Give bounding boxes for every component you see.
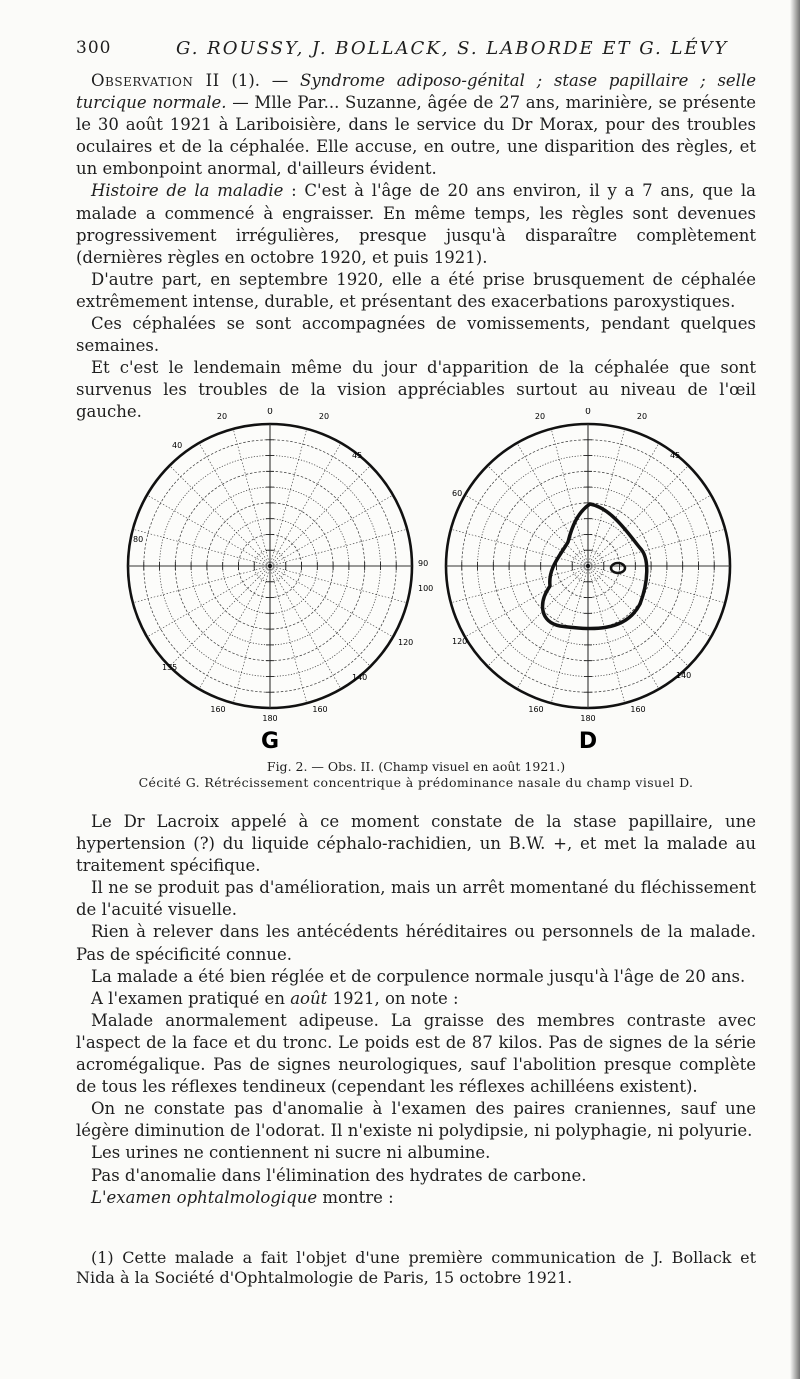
mark-left-80: 80 (133, 535, 144, 544)
observation-paragraph (76, 70, 756, 180)
mark-right-20a: 20 (534, 412, 546, 421)
footnote-ref: (1). (231, 71, 261, 90)
page-number: 300 (76, 38, 112, 58)
mark-right-120: 120 (452, 637, 468, 646)
left-eye-label: G (260, 729, 280, 753)
mark-right-140: 140 (676, 671, 692, 680)
fixation-point (586, 564, 590, 568)
mark-left-135: 135 (162, 663, 178, 672)
figure-caption (76, 759, 756, 791)
body-paragraph: Les urines ne contiennent ni sucre ni albumine. (91, 1143, 491, 1163)
mark-right-180: 180 (580, 714, 596, 723)
body-paragraph: Pas d'anomalie dans l'élimination des hydrates de carbone. (91, 1165, 587, 1185)
mark-left-160a: 160 (210, 705, 226, 714)
body-paragraph: Et c'est le lendemain même du jour d'apparition de la céphalée que sont survenus les troubles de la vision appréciables surtout au niveau de l'œil gauche. (76, 358, 756, 422)
footnote-text: (1) Cette malade a fait l'objet d'une première communication de J. Bollack et Nida à la Société d'Ophtalmologie de Paris, 15 octobre 1921. (76, 1248, 756, 1287)
exam-month: août (290, 988, 328, 1008)
body-paragraph: On ne constate pas d'anomalie à l'examen des paires craniennes, sauf une légère diminution de l'odorat. Il n'existe ni polydipsie, ni polyphagie, ni polyurie. (76, 1099, 756, 1141)
body-text-top (76, 70, 756, 424)
exam-prefix: A l'examen pratiqué en (91, 988, 291, 1008)
mark-left-160b: 160 (312, 705, 328, 714)
mark-top-left-20b: 20 (318, 412, 330, 421)
mark-left-45: 45 (352, 451, 363, 460)
mark-right-160b: 160 (630, 705, 646, 714)
mark-right-0: 0 (585, 408, 591, 417)
ophtalmo-paragraph (76, 1187, 756, 1209)
body-paragraph: La malade a été bien réglée et de corpulence normale jusqu'à l'âge de 20 ans. (91, 966, 746, 986)
page-edge-shadow (790, 0, 800, 1379)
ophtalmo-text: montre : (317, 1187, 394, 1207)
mark-left-180: 180 (262, 714, 278, 723)
exam-suffix: 1921, on note : (327, 988, 459, 1008)
mark-left-140: 140 (352, 673, 368, 682)
body-text-bottom (76, 811, 756, 1209)
visual-field-chart-right (446, 424, 730, 708)
fixation-point (268, 564, 272, 568)
observation-text: — Mlle Par... Suzanne, âgée de 27 ans, marinière, se présente le 30 août 1921 à Lariboisière, dans le service du Dr Morax, pour des troubles oculaires et de la céphalée. Elle accuse, en outre, une disparition des règles, et un embonpoint anormal, d'ailleurs évident. (76, 93, 756, 179)
visual-field-figure (120, 408, 740, 753)
observation-label: Observation II (91, 71, 220, 90)
observation-dash: — (260, 71, 301, 90)
histoire-text: : C'est à l'âge de 20 ans environ, il y a 7 ans, que la malade a commencé à engraisser. En même temps, les règles sont devenues progressivement irrégulières, presque jusqu'à disparaître complètement (dernières règles en octobre 1920, et puis 1921). (76, 181, 756, 267)
caption-line-1: Fig. 2. — Obs. II. (Champ visuel en août 1921.) (266, 759, 566, 774)
body-paragraph: Ces céphalées se sont accompagnées de vomissements, pendant quelques semaines. (76, 314, 756, 356)
mark-left-100: 100 (418, 584, 434, 593)
mark-left-90: 90 (418, 559, 429, 568)
body-paragraph: Malade anormalement adipeuse. La graisse des membres contraste avec l'aspect de la face et du tronc. Le poids est de 87 kilos. Pas de signes de la série acromégalique. Pas de signes neurologiques, sauf l'abolition presque complète de tous les réflexes tendineux (cependant les réflexes achilléens existent). (76, 1010, 756, 1097)
body-paragraph: Le Dr Lacroix appelé à ce moment constate de la stase papillaire, une hypertension (?) du liquide céphalo-rachidien, un B.W. +, et met la malade au traitement spécifique. (76, 812, 756, 876)
exam-paragraph (76, 988, 756, 1010)
right-eye-label: D (578, 729, 598, 753)
mark-top-left-20a: 20 (216, 412, 228, 421)
observation-title: Syndrome adiposo-génital ; stase papillaire ; selle turcique normale. (76, 71, 756, 113)
histoire-paragraph (76, 180, 756, 268)
running-head-authors: G. ROUSSY, J. BOLLACK, S. LABORDE ET G. LÉVY (176, 38, 729, 59)
mark-left-40: 40 (172, 441, 183, 450)
ophtalmo-label: L'examen ophtalmologique (91, 1187, 318, 1207)
mark-right-60: 60 (452, 489, 463, 498)
mark-top-left-0: 0 (267, 408, 273, 417)
footnote (76, 1248, 756, 1288)
histoire-label: Histoire de la maladie (91, 181, 284, 201)
mark-right-45: 45 (670, 451, 681, 460)
caption-line-2: Cécité G. Rétrécissement concentrique à prédominance nasale du champ visuel D. (138, 775, 694, 790)
mark-right-160a: 160 (528, 705, 544, 714)
body-paragraph: Il ne se produit pas d'amélioration, mais un arrêt momentané du fléchissement de l'acuité visuelle. (76, 878, 756, 920)
mark-left-120: 120 (398, 638, 414, 647)
body-paragraph: Rien à relever dans les antécédents héréditaires ou personnels de la malade. Pas de spécificité connue. (76, 922, 756, 964)
body-paragraph: D'autre part, en septembre 1920, elle a été prise brusquement de céphalée extrêmement intense, durable, et présentant des exacerbations paroxystiques. (76, 269, 756, 311)
mark-right-20b: 20 (636, 412, 648, 421)
running-header (76, 38, 756, 66)
